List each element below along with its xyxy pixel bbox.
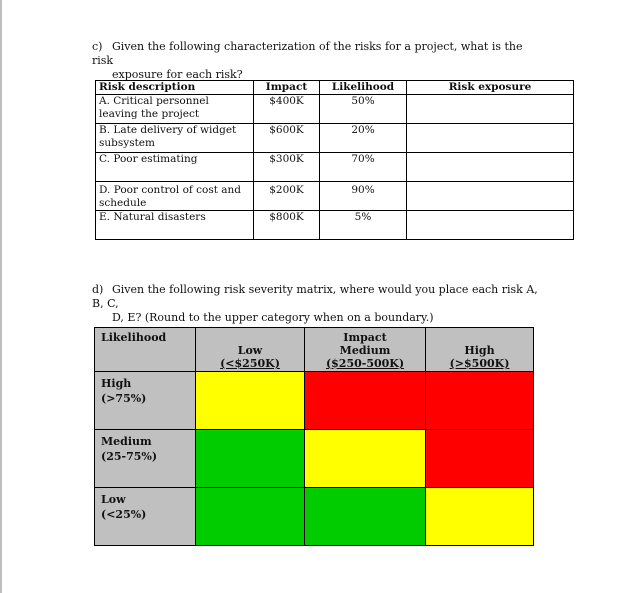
risk-severity-matrix: [94, 327, 534, 546]
table-row: [96, 124, 574, 153]
risk-likelihood: 5%: [320, 211, 407, 240]
cell-medium-high[interactable]: [426, 430, 534, 488]
col-high-name: High: [464, 344, 495, 357]
cell-high-high[interactable]: [426, 372, 534, 430]
risk-exposure-cell[interactable]: [407, 153, 574, 182]
col-medium-header: [305, 328, 426, 372]
risk-likelihood: 70%: [320, 153, 407, 182]
risk-impact: $200K: [254, 182, 320, 211]
matrix-header-row: [95, 328, 534, 372]
risk-impact: $800K: [254, 211, 320, 240]
risk-impact: $400K: [254, 95, 320, 124]
header-risk-exposure: Risk exposure: [407, 81, 574, 95]
risk-table: [95, 80, 574, 240]
col-high-header: [426, 328, 534, 372]
likelihood-label: Likelihood: [101, 331, 167, 344]
risk-table-header: [96, 81, 574, 95]
col-low-header: [196, 328, 305, 372]
header-impact: Impact: [254, 81, 320, 95]
table-row: [96, 211, 574, 240]
col-medium-range: ($250-500K): [325, 357, 405, 370]
row-low-label: [95, 488, 196, 546]
risk-likelihood: 90%: [320, 182, 407, 211]
cell-high-low[interactable]: [196, 372, 305, 430]
impact-label: Impact: [343, 331, 387, 344]
risk-likelihood: 20%: [320, 124, 407, 153]
question-d-label: d): [92, 283, 104, 296]
matrix-row-high: [95, 372, 534, 430]
risk-desc: A. Critical personnel leaving the project: [96, 95, 254, 124]
cell-medium-medium[interactable]: [305, 430, 426, 488]
col-high-range: (>$500K): [449, 357, 510, 370]
table-row: [96, 153, 574, 182]
cell-low-low[interactable]: [196, 488, 305, 546]
question-d-line1: Given the following risk severity matrix, where would you place each risk A, B, C,: [92, 283, 538, 310]
cell-low-medium[interactable]: [305, 488, 426, 546]
cell-medium-low[interactable]: [196, 430, 305, 488]
question-d-line2: D, E? (Round to the upper category when on a boundary.): [112, 311, 434, 324]
col-low-name: Low: [237, 344, 263, 357]
question-c-label: c): [92, 40, 103, 53]
row-medium-range: (25-75%): [101, 450, 158, 463]
question-c-line1: Given the following characterization of the risks for a project, what is the risk: [92, 40, 523, 67]
risk-impact: $300K: [254, 153, 320, 182]
matrix-row-medium: [95, 430, 534, 488]
risk-desc: E. Natural disasters: [96, 211, 254, 240]
row-high-name: High: [101, 377, 132, 390]
question-d: [92, 283, 542, 325]
row-low-range: (<25%): [101, 508, 147, 521]
risk-exposure-cell[interactable]: [407, 95, 574, 124]
risk-desc: D. Poor control of cost and schedule: [96, 182, 254, 211]
page-left-edge: [0, 0, 2, 593]
likelihood-header-cell: [95, 328, 196, 372]
table-row: [96, 182, 574, 211]
header-risk-description: Risk description: [96, 81, 254, 95]
row-high-label: [95, 372, 196, 430]
risk-likelihood: 50%: [320, 95, 407, 124]
cell-high-medium[interactable]: [305, 372, 426, 430]
risk-impact: $600K: [254, 124, 320, 153]
risk-exposure-cell[interactable]: [407, 124, 574, 153]
header-likelihood: Likelihood: [320, 81, 407, 95]
risk-desc: C. Poor estimating: [96, 153, 254, 182]
row-medium-name: Medium: [101, 435, 152, 448]
matrix-row-low: [95, 488, 534, 546]
cell-low-high[interactable]: [426, 488, 534, 546]
risk-exposure-cell[interactable]: [407, 182, 574, 211]
col-low-range: (<$250K): [220, 357, 280, 370]
question-c: [92, 40, 532, 82]
row-low-name: Low: [101, 493, 126, 506]
table-row: [96, 95, 574, 124]
col-medium-name: Medium: [339, 344, 391, 357]
row-high-range: (>75%): [101, 392, 147, 405]
risk-exposure-cell[interactable]: [407, 211, 574, 240]
question-c-line2: exposure for each risk?: [112, 68, 243, 81]
row-medium-label: [95, 430, 196, 488]
risk-desc: B. Late delivery of widget subsystem: [96, 124, 254, 153]
